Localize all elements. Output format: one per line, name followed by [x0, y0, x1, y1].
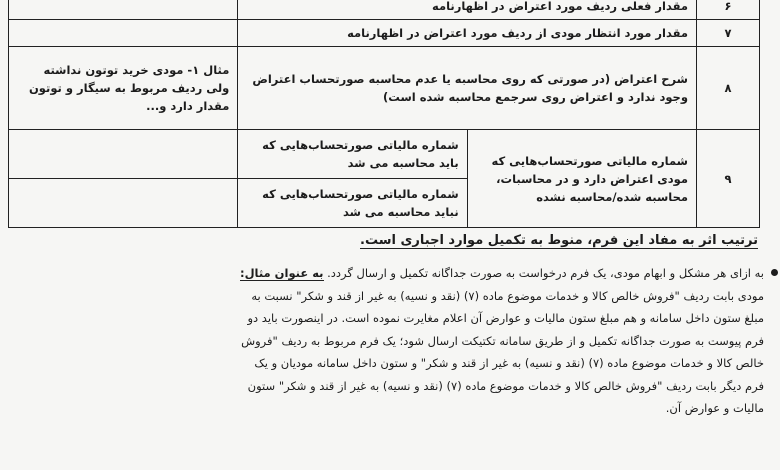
calculated-invoices-cell[interactable] [9, 130, 238, 179]
row-number: ۶ [697, 0, 760, 20]
table-row-8 [9, 47, 760, 130]
table-row-7 [9, 20, 760, 47]
paragraph-line [64, 262, 764, 285]
sub-label-calculated: شماره مالیاتی صورتحساب‌هایی که باید محاسبه می شد [238, 130, 467, 179]
row-number: ۹ [697, 130, 760, 228]
paragraph-line: مبلغ ستون داخل سامانه و هم مبلغ ستون مالیات و عوارض آن اعلام مغایرت نموده است. در اینصورت باید دو [247, 311, 764, 325]
table-row-9 [9, 130, 760, 179]
paragraph-line: فرم دیگر بابت ردیف "فروش خالص کالا و خدمات موضوع ماده (۷) (نقد و نسیه) به غیر از قند و شکر" ستون [247, 378, 764, 393]
row-number: ۸ [697, 47, 760, 130]
paragraph-line: خالص کالا و خدمات موضوع ماده (۷) (نقد و نسیه) به غیر از قند و شکر" و ستون داخل سامانه مودیان و یک [254, 356, 764, 370]
notice-title [360, 233, 758, 248]
row-value-cell[interactable] [9, 0, 238, 20]
row-value-cell[interactable] [9, 20, 238, 47]
not-calculated-invoices-cell[interactable] [9, 179, 238, 228]
objection-form-table [8, 0, 760, 228]
row-description: مقدار مورد انتظار مودی از ردیف مورد اعتراض در اظهارنامه [238, 20, 697, 47]
example-cell[interactable]: مثال ۱- مودی خرید توتون نداشته ولی ردیف مربوط به سیگار و توتون مقدار دارد و... [9, 47, 238, 130]
row-description: شماره مالیاتی صورتحساب‌هایی که مودی اعتراض دارد و در محاسبات، محاسبه شده/محاسبه نشده [467, 130, 696, 228]
notice-paragraph [64, 262, 764, 420]
sub-label-not-calculated: شماره مالیاتی صورتحساب‌هایی که نباید محاسبه می شد [238, 179, 467, 228]
paragraph-line: فرم پیوست به صورت جداگانه تکمیل و از طریق سامانه تکتیکت ارسال شود؛ یک فرم مربوط به ردیف "فروش [241, 333, 764, 348]
row-description: مقدار فعلی ردیف مورد اعتراض در اظهارنامه [238, 0, 697, 20]
table-row-6 [9, 0, 760, 20]
bullet-icon [771, 269, 778, 276]
row-number: ۷ [697, 20, 760, 47]
paragraph-line: مالیات و عوارض آن. [665, 401, 764, 415]
row-description: شرح اعتراض (در صورتی که روی محاسبه یا عدم محاسبه صورتحساب اعتراض وجود ندارد و اعتراض روی سرجمع محاسبه شده است) [238, 47, 697, 130]
example-label: به عنوان مثال: [239, 266, 324, 280]
line-text: به ازای هر مشکل و ابهام مودی، یک فرم درخواست به صورت جداگانه تکمیل و ارسال گردد. [323, 266, 764, 280]
notice-title-text: ترتیب اثر به مفاد این فرم، منوط به تکمیل موارد اجباری است. [360, 233, 758, 248]
paragraph-line: مودی بابت ردیف "فروش خالص کالا و خدمات موضوع ماده (۷) (نقد و نسیه) به غیر از قند و شکر" نسبت به [251, 288, 764, 303]
